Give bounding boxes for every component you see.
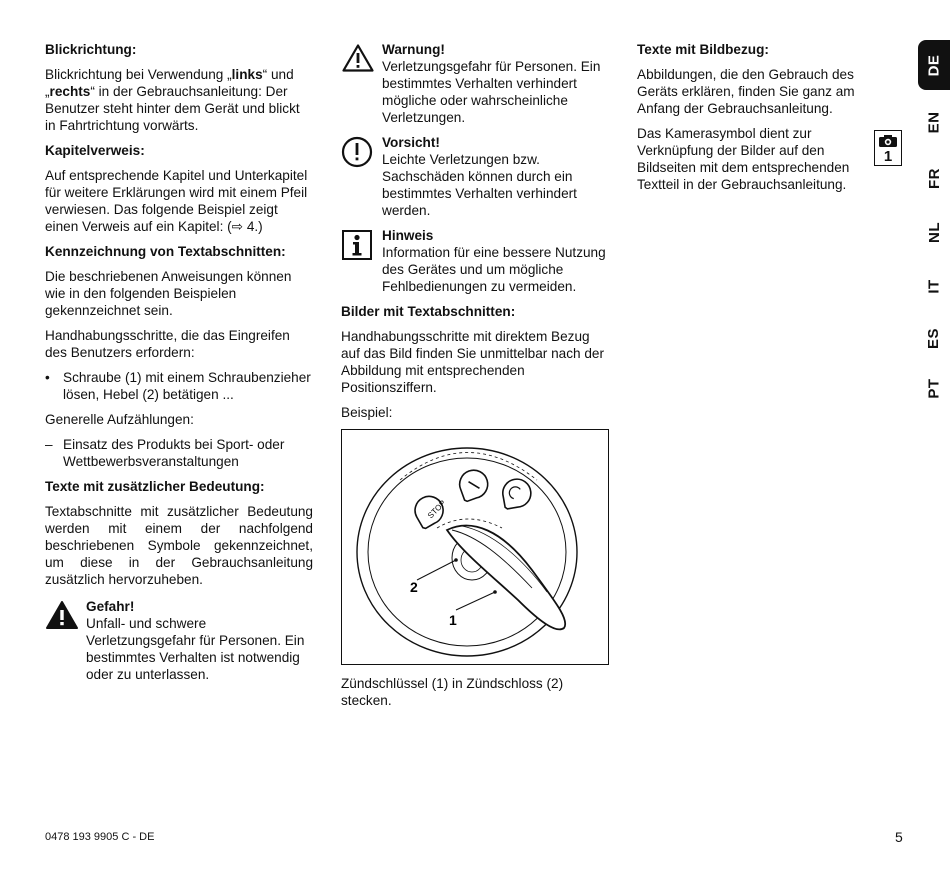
warnung-text: Verletzungsgefahr für Personen. Ein bestimmtes Verhalten verhindert mögliche oder wahrscheinliche Verletzungen. — [382, 59, 601, 125]
key-position-one-icon — [456, 466, 492, 502]
paragraph-kapitelverweis: Auf entsprechende Kapitel und Unterkapitel für weitere Erklärungen wird mit einem Pfeil verwiesen. Das folgende Beispiel zeigt einen Verweis auf ein Kapitel: (⇨ 4.) — [45, 168, 308, 234]
heading-bildbezug: Texte mit Bildbezug: — [637, 42, 769, 57]
paragraph-blickrichtung — [45, 66, 313, 134]
info-icon — [341, 227, 382, 295]
page-number: 5 — [895, 829, 903, 845]
dash-item — [45, 436, 313, 470]
camera-number: 1 — [883, 148, 893, 165]
tab-es[interactable]: ES — [925, 327, 943, 349]
paragraph-segment: “ in der Gebrauchsanleitung: Der Benutzer steht hinter dem Gerät und blickt in Fahrtrichtung vorwärts. — [45, 84, 300, 133]
paragraph-segment: “ und „ — [45, 67, 294, 99]
gefahr-title: Gefahr! — [86, 599, 135, 614]
callout-label-1: 1 — [449, 612, 457, 628]
stop-label: STOP — [425, 498, 448, 521]
document-code: 0478 193 9905 C - DE — [45, 831, 155, 843]
danger-icon — [45, 598, 86, 683]
heading-blickrichtung: Blickrichtung: — [45, 42, 137, 57]
tab-en[interactable]: EN — [925, 111, 943, 133]
camera-reference-icon — [874, 130, 902, 166]
tab-fr[interactable]: FR — [925, 167, 943, 189]
paragraph-bilder: Handhabungsschritte mit direktem Bezug auf das Bild finden Sie unmittelbar nach der Abbildung mit entsprechenden Positionsziffern. — [341, 329, 604, 395]
gefahr-block — [45, 598, 313, 683]
dash-text: Einsatz des Produkts bei Sport- oder Wettbewerbsveranstaltungen — [63, 437, 285, 469]
ignition-figure — [341, 429, 609, 665]
vorsicht-title: Vorsicht! — [382, 135, 440, 150]
tab-pt[interactable]: PT — [925, 377, 943, 399]
bullet-mark: • — [45, 370, 50, 385]
paragraph-kennzeichnung: Die beschriebenen Anweisungen können wie in den folgenden Beispielen gekennzeichnet sein. — [45, 269, 292, 318]
hinweis-block — [341, 227, 611, 295]
warnung-title: Warnung! — [382, 42, 445, 57]
heading-bilder: Bilder mit Textabschnitten: — [341, 304, 516, 319]
heading-kennzeichnung: Kennzeichnung von Textabschnitten: — [45, 244, 286, 259]
paragraph-kamerasymbol: Das Kamerasymbol dient zur Verknüpfung der Bilder auf den Bildseiten mit dem entsprechenden Textteil in der Gebrauchsanleitung. — [637, 126, 850, 192]
paragraph-zusaetzliche-bedeutung: Textabschnitte mit zusätzlicher Bedeutung werden mit einem der nachfolgend beschriebenen Symbole gekennzeichnet, um diese in der Gebrauchsanleitung zusätzlich hervorzuheben. — [45, 504, 313, 587]
warnung-block — [341, 41, 611, 126]
heading-zusaetzliche-bedeutung: Texte mit zusätzlicher Bedeutung: — [45, 479, 265, 494]
paragraph-aufzaehlungen: Generelle Aufzählungen: — [45, 412, 194, 427]
left-column — [45, 41, 313, 691]
paragraph-handhabung: Handhabungsschritte, die das Eingreifen des Benutzers erfordern: — [45, 328, 290, 360]
warning-icon — [341, 41, 382, 126]
caution-icon — [341, 134, 382, 219]
gefahr-text: Unfall- und schwere Verletzungsgefahr für Personen. Ein bestimmtes Verhalten ist notwendig oder zu unterlassen. — [86, 616, 305, 682]
heading-kapitelverweis: Kapitelverweis: — [45, 143, 145, 158]
middle-column — [341, 41, 611, 717]
dash-mark: – — [45, 437, 53, 452]
key-position-start-icon — [501, 477, 533, 509]
emphasis-text: links — [231, 67, 263, 82]
paragraph-segment: Blickrichtung bei Verwendung „ — [45, 67, 232, 82]
tab-nl[interactable]: NL — [925, 221, 943, 243]
bullet-text: Schraube (1) mit einem Schraubenzieher lösen, Hebel (2) betätigen ... — [63, 370, 311, 402]
vorsicht-block — [341, 134, 611, 219]
tab-it[interactable]: IT — [925, 278, 943, 294]
tab-de[interactable]: DE — [918, 40, 950, 90]
emphasis-text: rechts — [49, 84, 91, 99]
bullet-item — [45, 369, 313, 403]
right-column — [637, 41, 869, 201]
vorsicht-text: Leichte Verletzungen bzw. Sachschäden können durch ein bestimmtes Verhalten verhindert werden. — [382, 152, 577, 218]
paragraph-beispiel: Beispiel: — [341, 405, 393, 420]
paragraph-abbildungen: Abbildungen, die den Gebrauch des Geräts erklären, finden Sie ganz am Anfang der Gebrauchsanleitung. — [637, 67, 855, 116]
hinweis-text: Information für eine bessere Nutzung des Gerätes und um mögliche Fehlbedienungen zu vermeiden. — [382, 245, 606, 294]
hinweis-title: Hinweis — [382, 228, 434, 243]
figure-caption: Zündschlüssel (1) in Zündschloss (2) stecken. — [341, 676, 564, 708]
callout-label-2: 2 — [410, 579, 418, 595]
